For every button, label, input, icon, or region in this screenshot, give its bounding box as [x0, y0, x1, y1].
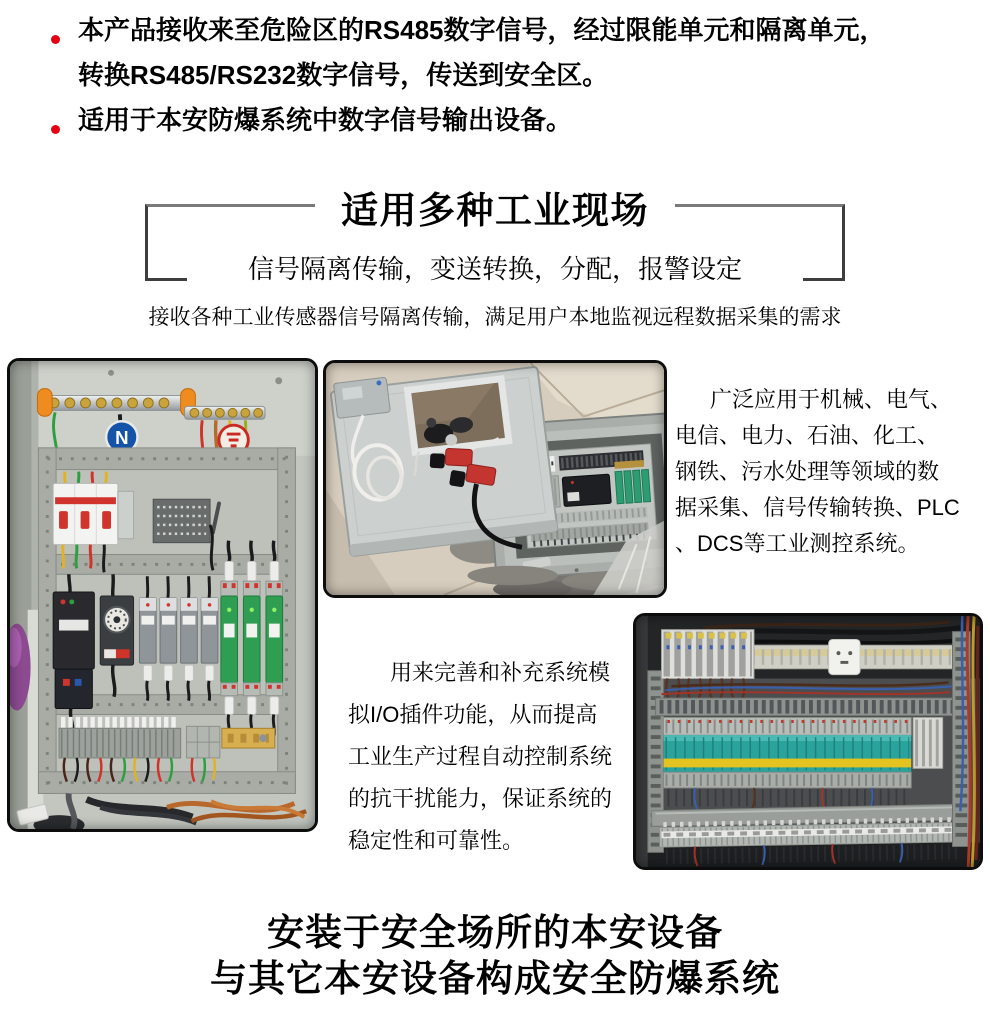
applications-paragraph — [675, 382, 975, 562]
intro-bullet-1 — [78, 8, 958, 98]
section-title: 适用多种工业现场 — [341, 190, 649, 231]
intro-bullet-2 — [78, 98, 958, 143]
enclosure-open-photo — [323, 360, 667, 598]
applications-line: 广泛应用于机械、电气、 — [710, 387, 953, 412]
neutral-badge-label: N — [115, 426, 129, 448]
applications-line: 电信、电力、石油、化工、 — [675, 423, 940, 448]
isolator-rack-art — [636, 616, 980, 867]
applications-line: 、DCS等工业测控系统。 — [675, 531, 920, 556]
function-line: 用来完善和补充系统模 — [390, 660, 611, 685]
footer-heading-line-1: 安装于安全场所的本安设备 — [267, 912, 723, 953]
section-subtitle: 信号隔离传输，变送转换，分配，报警设定 — [247, 254, 742, 284]
enclosure-open-art — [326, 363, 664, 595]
bullet-1-line-2: 转换RS485/RS232数字信号，传送到安全区。 — [78, 60, 609, 90]
function-line: 工业生产过程自动控制系统 — [348, 744, 613, 769]
intro-bullet-list — [78, 8, 958, 143]
applications-line: 据采集、信号传输转换、PLC — [675, 495, 960, 520]
isolator-rack-photo — [633, 613, 983, 870]
function-line: 稳定性和可靠性。 — [348, 828, 525, 853]
control-cabinet-art — [10, 361, 315, 829]
footer-heading-line-2: 与其它本安设备构成安全防爆系统 — [210, 958, 780, 999]
control-cabinet-photo — [7, 358, 318, 832]
applications-line: 钢铁、污水处理等领域的数 — [675, 459, 940, 484]
bullet-1-line-1: 本产品接收来至危险区的RS485数字信号，经过限能单元和隔离单元， — [78, 15, 886, 45]
red-bullet-icon — [51, 125, 60, 134]
function-line: 的抗干扰能力，保证系统的 — [348, 786, 613, 811]
function-paragraph — [348, 652, 640, 862]
function-line: 拟I/O插件功能，从而提高 — [348, 702, 598, 727]
footer-heading — [0, 910, 990, 1002]
bullet-2-line-1: 适用于本安防爆系统中数字信号输出设备。 — [78, 105, 573, 135]
red-bullet-icon — [51, 35, 60, 44]
section-description: 接收各种工业传感器信号隔离传输，满足用户本地监视远程数据采集的需求 — [148, 306, 842, 329]
